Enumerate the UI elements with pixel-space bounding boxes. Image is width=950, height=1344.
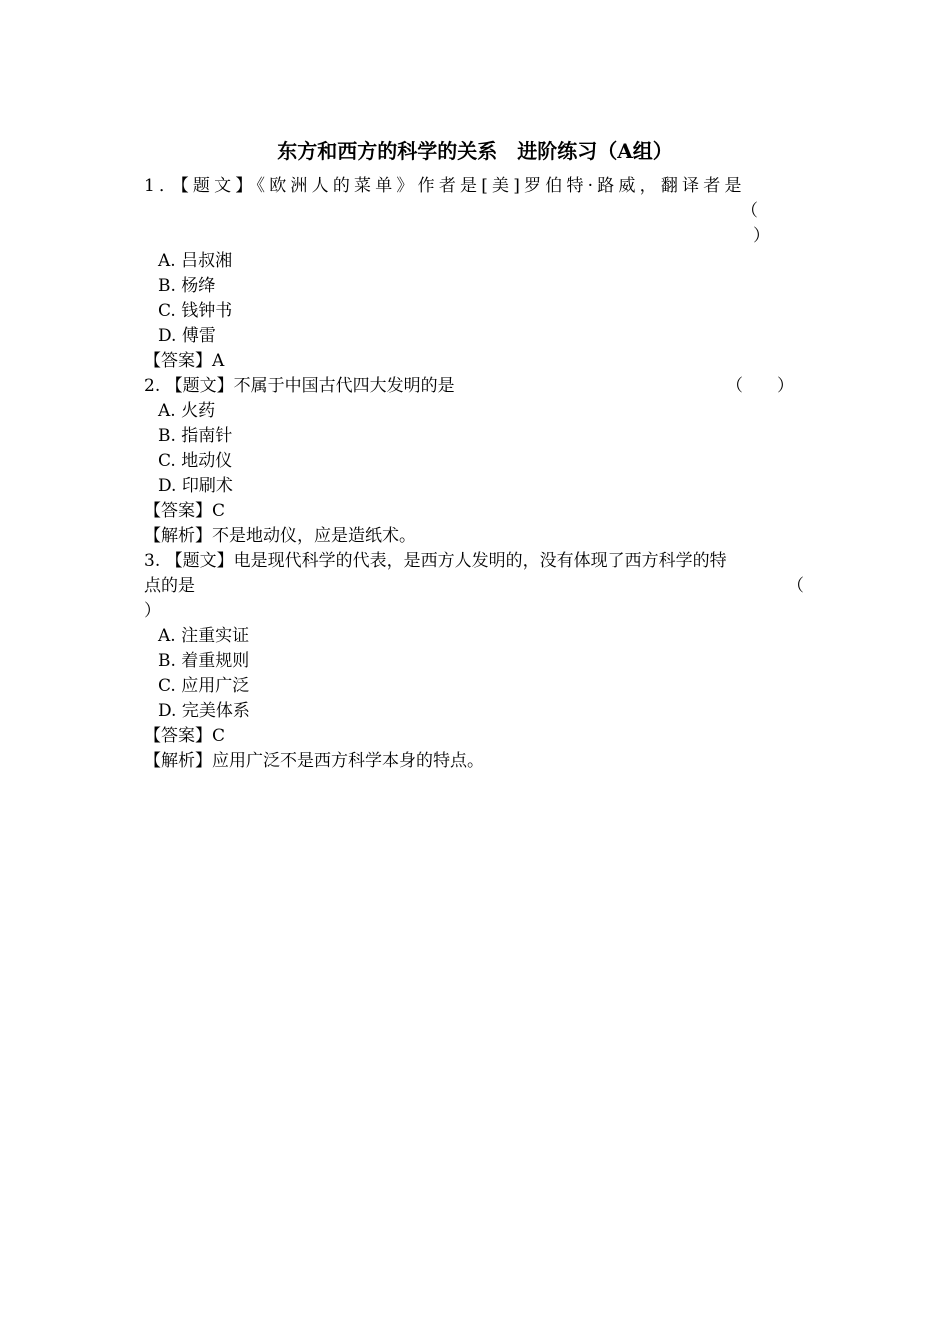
question-1-paren-open: （ xyxy=(741,201,758,221)
question-list xyxy=(144,174,806,774)
question-1-stem-text: 1．【题文】《欧洲人的菜单》作者是[美]罗伯特·路威，翻译者是 xyxy=(144,176,746,196)
question-3-analysis: 【解析】应用广泛不是西方科学本身的特点。 xyxy=(144,751,484,771)
question-3-stem-text-2: 点的是 xyxy=(144,576,195,596)
question-2-option-a: A. 火药 xyxy=(158,401,216,421)
question-2-analysis: 【解析】不是地动仪，应是造纸术。 xyxy=(144,526,416,546)
question-3-paren-close-line xyxy=(144,599,806,624)
question-3-stem xyxy=(144,549,806,574)
question-3-stem-continued xyxy=(144,574,806,599)
question-2-answer: 【答案】C xyxy=(144,501,226,521)
question-1-paren-close-line xyxy=(144,224,806,249)
question-1-option-b: B. 杨绛 xyxy=(158,276,216,296)
question-1-option-c: C. 钱钟书 xyxy=(158,301,233,321)
question-1-paren-open-line xyxy=(144,199,806,224)
question-1-option-d: D. 傅雷 xyxy=(158,326,216,346)
question-2-option-c: C. 地动仪 xyxy=(158,451,233,471)
question-1-answer: 【答案】A xyxy=(144,351,225,371)
question-2-stem-text: 2. 【题文】不属于中国古代四大发明的是 xyxy=(144,376,455,396)
question-2-option-d: D. 印刷术 xyxy=(158,476,233,496)
question-2-stem xyxy=(144,374,806,399)
question-3-option-a: A. 注重实证 xyxy=(158,626,250,646)
question-2-option-b: B. 指南针 xyxy=(158,426,233,446)
question-3-option-d: D. 完美体系 xyxy=(158,701,250,721)
question-1-paren-close: ） xyxy=(753,226,770,246)
question-3-stem-text: 3. 【题文】电是现代科学的代表，是西方人发明的，没有体现了西方科学的特 xyxy=(144,551,727,571)
question-1-stem xyxy=(144,174,806,199)
question-3-option-c: C. 应用广泛 xyxy=(158,676,250,696)
question-3-answer: 【答案】C xyxy=(144,726,226,746)
question-1-option-a: A. 吕叔湘 xyxy=(158,251,233,271)
page-title: 东方和西方的科学的关系 进阶练习（A组） xyxy=(277,139,673,163)
question-2-paren: （ ） xyxy=(726,376,794,396)
question-3-option-b: B. 着重规则 xyxy=(158,651,250,671)
question-3-paren-close: ） xyxy=(144,601,161,621)
question-3-paren-open: （ xyxy=(787,576,804,596)
